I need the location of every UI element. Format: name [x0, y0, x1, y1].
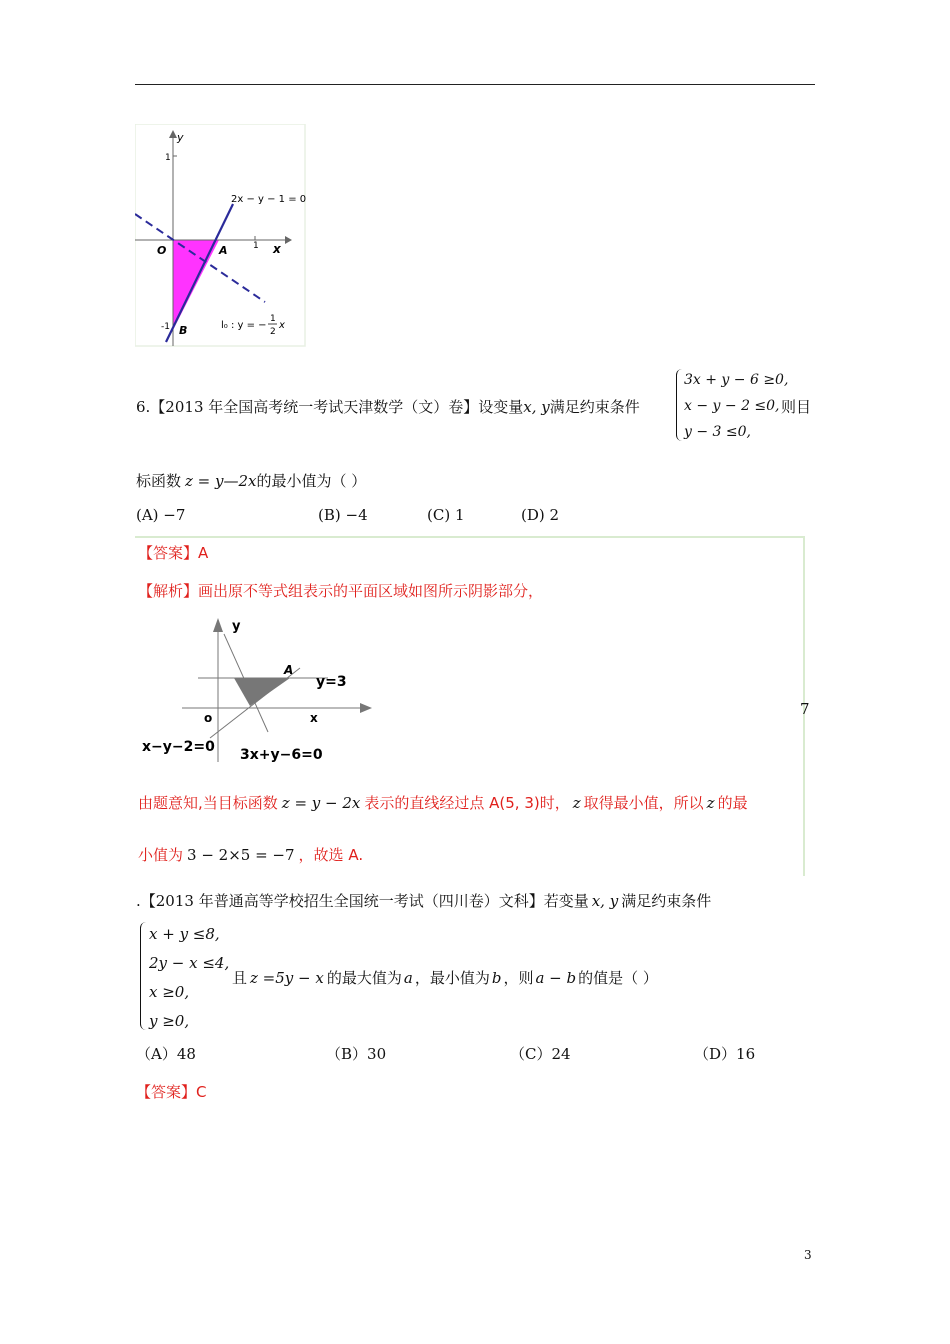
q7-option-d: （D）16: [694, 1045, 756, 1063]
point-a-label: A: [219, 244, 228, 257]
q6-option-d: (D) 2: [521, 506, 560, 524]
q7-header: .【2013 年普通高等学校招生全国统一考试（四川卷）文科】若变量 x, y 满足约束条件: [136, 892, 712, 910]
fig-point-a: A: [284, 663, 294, 677]
q6-line2: 标函数 z = y—2x的最小值为（ ）: [136, 472, 367, 490]
fig-y3-label: y=3: [316, 674, 347, 690]
fig-line2-label: 3x+y−6=0: [240, 747, 323, 763]
q7-constraint-4: y ≥0,: [149, 1012, 190, 1030]
q6-header: 6.【2013 年全国高考统一考试天津数学（文）卷】设变量x, y满足约束条件: [136, 398, 640, 416]
q6-solution-line1: 由题意知,当目标函数 z = y − 2x 表示的直线经过点 A(5, 3)时， z 取得最小值，所以 z 的最: [138, 794, 748, 812]
q7-constraint-2: 2y − x ≤4,: [149, 954, 230, 972]
y-axis-label: y: [177, 131, 184, 144]
q7-constraint-1: x + y ≤8,: [149, 925, 220, 943]
shaded-triangle: [234, 678, 290, 706]
q7-answer: 【答案】C: [136, 1083, 207, 1101]
feasible-region-graph: [135, 124, 307, 348]
origin-label: O: [157, 244, 167, 257]
fig-origin-label: o: [204, 711, 213, 725]
q7-constraint-3: x ≥0,: [149, 983, 190, 1001]
l0-frac-den: 2: [270, 327, 276, 337]
q6-solution-line2: 小值为 3 − 2×5 = −7 ，故选 A.: [138, 846, 364, 864]
l0-frac-num: 1: [270, 314, 276, 324]
x-axis-label: x: [273, 242, 281, 256]
page-number: 3: [804, 1248, 812, 1262]
q6-answer: 【答案】A: [138, 544, 209, 562]
graph-frame: [135, 124, 305, 346]
header-rule: [135, 84, 815, 85]
q6-constraint-1: 3x + y − 6 ≥0,: [684, 372, 789, 388]
fig-x-label: x: [310, 711, 318, 725]
q6-option-b: (B) −4: [318, 506, 368, 524]
l0-label: l₀ : y = −: [221, 320, 267, 331]
q7-question: 且 z =5y − x 的最大值为 a ，最小值为 b ，则 a − b 的值是（ ）: [232, 969, 658, 987]
q6-option-c: (C) 1: [427, 506, 465, 524]
q7-option-a: （A）48: [136, 1045, 196, 1063]
point-b-label: B: [179, 324, 188, 337]
tick-x-1: 1: [253, 241, 259, 251]
tick-y-neg1: -1: [161, 322, 170, 332]
side-number: 7: [800, 700, 810, 718]
q6-constraint-2: x − y − 2 ≤0,: [684, 398, 780, 414]
q6-brace: [676, 369, 683, 441]
l0-frac-var: x: [279, 320, 285, 331]
fig-y-label: y: [232, 619, 241, 634]
tick-y-1: 1: [165, 153, 171, 163]
q6-header-tail: 则目: [781, 398, 812, 416]
q6-constraint-3: y − 3 ≤0,: [684, 424, 751, 440]
q7-option-c: （C）24: [510, 1045, 571, 1063]
q6-analysis: 【解析】画出原不等式组表示的平面区域如图所示阴影部分，: [138, 582, 544, 600]
q6-option-a: (A) −7: [136, 506, 186, 524]
q7-option-b: （B）30: [326, 1045, 387, 1063]
q7-brace: [140, 922, 147, 1030]
solution-region-figure: [138, 612, 378, 768]
line-equation-label: 2x − y − 1 = 0: [231, 194, 307, 205]
fig-line1-label: x−y−2=0: [142, 739, 215, 755]
